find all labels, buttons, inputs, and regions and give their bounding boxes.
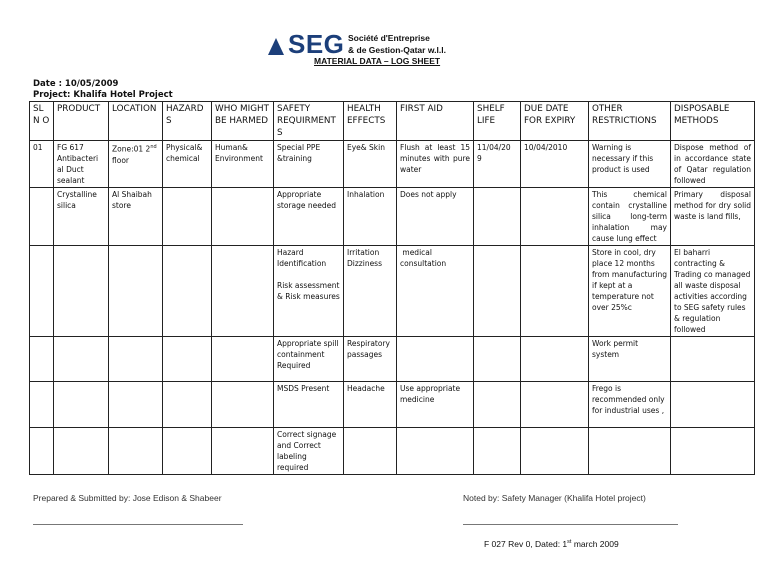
table-row — [30, 382, 755, 428]
cell-due — [521, 428, 589, 475]
cell-shelf — [474, 382, 521, 428]
cell-due — [521, 246, 589, 337]
company-logo — [268, 31, 344, 57]
cell-health: Eye& Skin — [344, 141, 397, 188]
cell-disposal — [671, 337, 755, 382]
signature-line-prepared — [33, 524, 243, 525]
cell-hazards — [163, 188, 212, 246]
table-row — [30, 428, 755, 475]
cell-shelf: 11/04/20 9 — [474, 141, 521, 188]
cell-other: Warning is necessary if this product is used — [589, 141, 671, 188]
cell-first-aid — [397, 337, 474, 382]
cell-due — [521, 382, 589, 428]
form-reference: F 027 Rev 0, Dated: 1st march 2009 — [484, 539, 619, 549]
cell-location — [109, 428, 163, 475]
cell-product — [54, 428, 109, 475]
prepared-by: Prepared & Submitted by: Jose Edison & Shabeer — [33, 493, 222, 503]
project-line: Project: Khalifa Hotel Project — [33, 90, 173, 100]
document-title: MATERIAL DATA – LOG SHEET — [314, 56, 441, 66]
header-location: LOCATION — [109, 102, 163, 141]
cell-disposal: Dispose method of in accordance state of Qatar regulation followed — [671, 141, 755, 188]
cell-safety: Appropriate spill containment Required — [274, 337, 344, 382]
header-sl-no: SL N O — [30, 102, 54, 141]
header-safety-requirements: SAFETY REQUIRMENT S — [274, 102, 344, 141]
cell-due — [521, 337, 589, 382]
cell-safety: MSDS Present — [274, 382, 344, 428]
cell-sl — [30, 337, 54, 382]
cell-hazards — [163, 382, 212, 428]
cell-sl — [30, 246, 54, 337]
header-other-restrictions: OTHER RESTRICTIONS — [589, 102, 671, 141]
cell-first-aid: Use appropriate medicine — [397, 382, 474, 428]
header-disposable-methods: DISPOSABLE METHODS — [671, 102, 755, 141]
cell-other: Work permit system — [589, 337, 671, 382]
header-due-date: DUE DATE FOR EXPIRY — [521, 102, 589, 141]
cell-sl — [30, 382, 54, 428]
cell-first-aid: medical consultation — [397, 246, 474, 337]
table-row — [30, 246, 755, 337]
cell-shelf — [474, 246, 521, 337]
header-health-effects: HEALTH EFFECTS — [344, 102, 397, 141]
logo-text: SEG — [288, 29, 345, 59]
logo-triangle-icon — [268, 38, 284, 55]
cell-location: Al Shaibah store — [109, 188, 163, 246]
table-row — [30, 337, 755, 382]
cell-hazards: Physical& chemical — [163, 141, 212, 188]
date-line: Date : 10/05/2009 — [33, 79, 119, 89]
table-row — [30, 141, 755, 188]
cell-health: Headache — [344, 382, 397, 428]
cell-disposal — [671, 382, 755, 428]
header-shelf-life: SHELF LIFE — [474, 102, 521, 141]
cell-health: Respiratory passages — [344, 337, 397, 382]
cell-sl — [30, 428, 54, 475]
cell-shelf — [474, 188, 521, 246]
cell-product — [54, 246, 109, 337]
cell-location — [109, 246, 163, 337]
cell-who — [212, 428, 274, 475]
table-header-row — [30, 102, 755, 141]
cell-shelf — [474, 428, 521, 475]
cell-safety: Appropriate storage needed — [274, 188, 344, 246]
cell-product — [54, 337, 109, 382]
cell-health — [344, 428, 397, 475]
cell-location: Zone:01 2nd floor — [109, 141, 163, 188]
cell-other: Store in cool, dry place 12 months from manufacturing if kept at a temperature not over 25%c — [589, 246, 671, 337]
header-first-aid: FIRST AID — [397, 102, 474, 141]
cell-first-aid — [397, 428, 474, 475]
cell-location — [109, 382, 163, 428]
header-hazards: HAZARDS — [163, 102, 212, 141]
company-name — [348, 32, 446, 56]
signature-line-noted — [463, 524, 678, 525]
cell-location — [109, 337, 163, 382]
cell-who — [212, 188, 274, 246]
cell-safety: Special PPE &training — [274, 141, 344, 188]
cell-disposal: Primary disposal method for dry solid waste is land fills, — [671, 188, 755, 246]
company-name-line2: & de Gestion-Qatar w.l.l. — [348, 45, 446, 55]
cell-due — [521, 188, 589, 246]
cell-sl: 01 — [30, 141, 54, 188]
header-who-might-be-harmed: WHO MIGHT BE HARMED — [212, 102, 274, 141]
cell-hazards — [163, 246, 212, 337]
cell-who — [212, 337, 274, 382]
cell-disposal — [671, 428, 755, 475]
cell-who — [212, 382, 274, 428]
cell-safety: Correct signage and Correct labeling required — [274, 428, 344, 475]
cell-due: 10/04/2010 — [521, 141, 589, 188]
noted-by: Noted by: Safety Manager (Khalifa Hotel project) — [463, 493, 646, 503]
cell-hazards — [163, 337, 212, 382]
cell-hazards — [163, 428, 212, 475]
cell-health: Irritation Dizziness — [344, 246, 397, 337]
cell-product: Crystalline silica — [54, 188, 109, 246]
cell-shelf — [474, 337, 521, 382]
cell-first-aid: Flush at least 15 minutes with pure water — [397, 141, 474, 188]
cell-other — [589, 428, 671, 475]
cell-sl — [30, 188, 54, 246]
cell-product — [54, 382, 109, 428]
cell-other: This chemical contain crystalline silica long-term inhalation may cause lung effect — [589, 188, 671, 246]
table-row — [30, 188, 755, 246]
material-log-table — [29, 101, 755, 475]
cell-product: FG 617 Antibacteri al Duct sealant — [54, 141, 109, 188]
company-name-line1: Société d'Entreprise — [348, 33, 430, 43]
cell-who: Human& Environment — [212, 141, 274, 188]
cell-who — [212, 246, 274, 337]
cell-first-aid: Does not apply — [397, 188, 474, 246]
cell-health: Inhalation — [344, 188, 397, 246]
header-product: PRODUCT — [54, 102, 109, 141]
cell-safety: Hazard Identification Risk assessment & Risk measures — [274, 246, 344, 337]
cell-disposal: El baharri contracting & Trading co managed all waste disposal activities according to SEG safety rules & regulation followed — [671, 246, 755, 337]
cell-other: Frego is recommended only for industrial uses , — [589, 382, 671, 428]
